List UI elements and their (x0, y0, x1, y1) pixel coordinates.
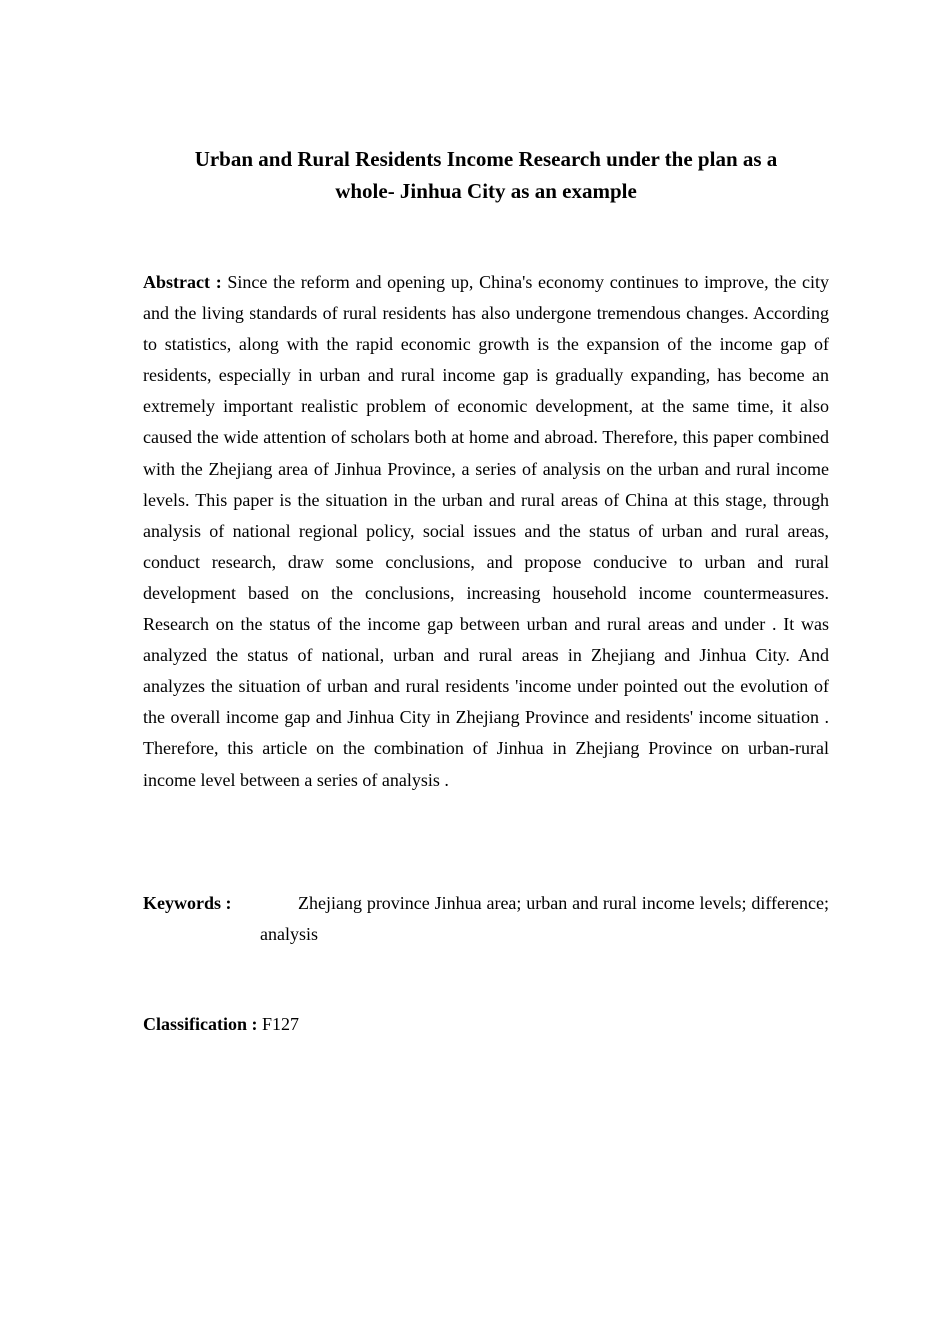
abstract-label: Abstract : (143, 272, 222, 292)
classification-value: F127 (262, 1014, 300, 1034)
paper-title (143, 143, 829, 207)
keywords-section (143, 888, 829, 950)
abstract-text: Since the reform and opening up, China's economy continues to improve, the city and the living standards of rural residents has also undergone tremendous changes. According to statistics, along with the rapid economic growth is the expansion of the income gap of residents, especially in urban and rural income gap is gradually expanding, has become an extremely important realistic problem of economic development, at the same time, it also caused the wide attention of scholars both at home and abroad. Therefore, this paper combined with the Zhejiang area of Jinhua Province, a series of analysis on the urban and rural income levels. This paper is the situation in the urban and rural areas of China at this stage, through analysis of national regional policy, social issues and the status of urban and rural areas, conduct research, draw some conclusions, and propose conducive to urban and rural development based on the conclusions, increasing household income countermeasures. Research on the status of the income gap between urban and rural areas and under . It was analyzed the status of national, urban and rural areas in Zhejiang and Jinhua City. And analyzes the situation of urban and rural residents 'income under pointed out the evolution of the overall income gap and Jinhua City in Zhejiang Province and residents' income situation . Therefore, this article on the combination of Jinhua in Zhejiang Province on urban-rural income level between a series of analysis . (143, 272, 830, 790)
title-line-2: whole- Jinhua City as an example (335, 179, 637, 203)
keywords-text: Zhejiang province Jinhua area; urban and rural income levels; difference; analysis (260, 893, 829, 945)
classification-label: Classification : (143, 1014, 258, 1034)
keywords-label: Keywords : (143, 893, 232, 913)
abstract-paragraph (143, 267, 829, 796)
classification-section (143, 1009, 829, 1040)
title-line-1: Urban and Rural Residents Income Research under the plan as a (194, 147, 778, 171)
